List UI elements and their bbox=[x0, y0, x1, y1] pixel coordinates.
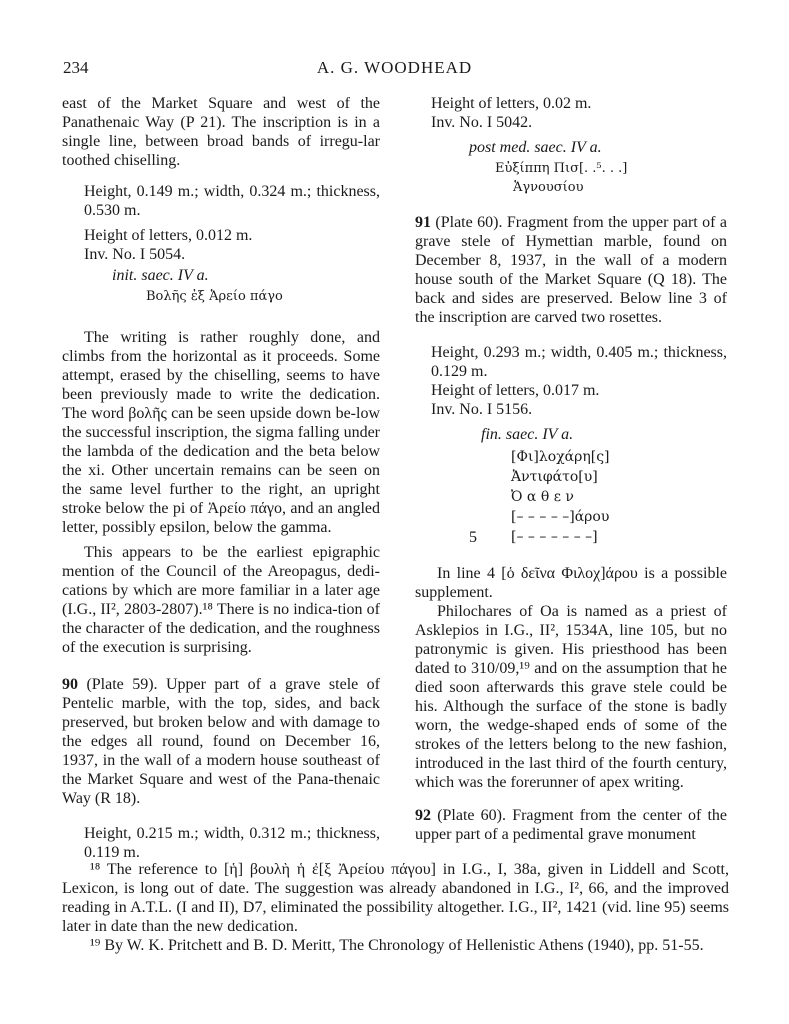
inscription-line-1: [Φι]λοχάρη[ς] bbox=[511, 449, 610, 465]
entry-91 bbox=[415, 213, 727, 327]
measurements-89: Height, 0.149 m.; width, 0.324 m.; thickness, 0.530 m. bbox=[84, 183, 380, 219]
greek-text-89: Βολῆς ἐξ Ἀρείο πάγο bbox=[146, 289, 283, 304]
footnotes bbox=[62, 860, 729, 955]
commentary-91-b: Philochares of Oa is named as a priest of Asklepios in I.G., II², 1534A, line 105, but no patronymic is given. His priesthood has been dated to 310/09,¹⁹ and on the assumption that he died soon afterwards this grave stele could be his. Although the surface of the stone is badly worn, the wedge-shaped ends of some of the strokes of the letters belong to the new fashion, introduced in the last third of the fourth century, which was the forerunner of apex writing. bbox=[415, 603, 727, 791]
page-number: 234 bbox=[63, 58, 89, 77]
greek-text-90-line1: Εὐξίππη Πισ[. .⁵. . .] bbox=[495, 161, 628, 176]
inscription-line-5-text: [– – – – – – –] bbox=[511, 529, 598, 545]
intro-paragraph: east of the Market Square and west of the Panathenaic Way (P 21). The inscription is in a single line, between broad bands of irregu-lar toothed chiselling. bbox=[62, 95, 380, 169]
inscription-line-3: Ὀ α θ ε ν bbox=[511, 489, 574, 505]
entry-91-text: (Plate 60). Fragment from the upper part of a grave stele of Hymettian marble, found on December 8, 1937, in the wall of a modern house south of the Market Square (Q 18). The back and sides are preserved. Below line 3 of the inscription are carved two rosettes. bbox=[415, 214, 727, 326]
entry-90-text: (Plate 59). Upper part of a grave stele of Pentelic marble, with the top, sides, and back preserved, but broken below and with damage to the edges all round, found on December 16, 1937, in the wall of a modern house southeast of the Market Square and west of the Pana-thenaic Way (R 18). bbox=[62, 676, 380, 807]
entry-90-number: 90 bbox=[62, 676, 78, 693]
inscription-91 bbox=[469, 448, 727, 548]
footnote-18: ¹⁸ The reference to [ἡ] βουλὴ ἡ ἐ[ξ Ἀρείου πάγου] in I.G., I, 38a, given in Liddell and Scott, Lexicon, is long out of date. The suggestion was already abandoned in I.G., I², 66, and the improved reading in A.T.L. (I and II), D7, eliminated the possibility altogether. I.G., II², 1421 (vid. line 95) seems later in date than the new dedication. bbox=[62, 861, 729, 935]
entry-92-number: 92 bbox=[415, 807, 431, 824]
running-title: A. G. WOODHEAD bbox=[316, 58, 473, 77]
running-header bbox=[60, 58, 729, 80]
inventory-90: Inv. No. I 5042. bbox=[431, 114, 533, 131]
entry-92-text: (Plate 60). Fragment from the center of the upper part of a pedimental grave monument bbox=[415, 807, 728, 843]
line-number-5: 5 bbox=[469, 529, 477, 546]
date-91: fin. saec. IV a. bbox=[481, 426, 574, 443]
date-90: post med. saec. IV a. bbox=[469, 139, 602, 156]
inscription-line-5 bbox=[469, 528, 727, 548]
inventory-91: Inv. No. I 5156. bbox=[431, 401, 533, 418]
letter-height-91: Height of letters, 0.017 m. bbox=[431, 382, 600, 399]
entry-90 bbox=[62, 675, 380, 808]
commentary-91-a: In line 4 [ὁ δεῖνα Φιλοχ]άρου is a possible supplement. bbox=[415, 565, 727, 601]
commentary-89-b: This appears to be the earliest epigraphic mention of the Council of the Areopagus, dedi-cations by which are more familiar in a later age (I.G., II², 2803-2807).¹⁸ There is no indica-tion of the character of the dedication, and the roughness of the execution is surprising. bbox=[62, 544, 380, 656]
date-89: init. saec. IV a. bbox=[112, 267, 209, 284]
right-column bbox=[415, 94, 727, 844]
commentary-89: The writing is rather roughly done, and climbs from the horizontal as it proceeds. Some attempt, erased by the chiselling, seems to have been previously made to write the dedication. The word βολῆς can be seen upside down be-low the successful inscription, the sigma falling under the lambda of the dedication and the beta below the xi. Other uncertain remains can be seen on the same level further to the right, an upright stroke below the pi of Ἀρείο πάγο, and an angled letter, possibly epsilon, below the gamma. bbox=[62, 329, 380, 536]
letter-height-89: Height of letters, 0.012 m. bbox=[84, 227, 253, 244]
entry-92 bbox=[415, 806, 727, 844]
letter-height-90: Height of letters, 0.02 m. bbox=[431, 95, 592, 112]
inscription-line-2: Ἀντιφάτο[υ] bbox=[511, 469, 598, 485]
measurements-91: Height, 0.293 m.; width, 0.405 m.; thickness, 0.129 m. bbox=[431, 344, 727, 380]
measurements-90: Height, 0.215 m.; width, 0.312 m.; thickness, 0.119 m. bbox=[84, 825, 380, 861]
greek-text-90-line2: Ἁγνουσίου bbox=[513, 180, 584, 195]
left-column bbox=[62, 94, 380, 862]
inscription-line-4: [– – – – –]άρου bbox=[511, 509, 610, 525]
footnote-19: ¹⁹ By W. K. Pritchett and B. D. Meritt, The Chronology of Hellenistic Athens (1940), pp. 51-55. bbox=[90, 937, 704, 954]
entry-91-number: 91 bbox=[415, 214, 431, 231]
inventory-89: Inv. No. I 5054. bbox=[84, 246, 186, 263]
